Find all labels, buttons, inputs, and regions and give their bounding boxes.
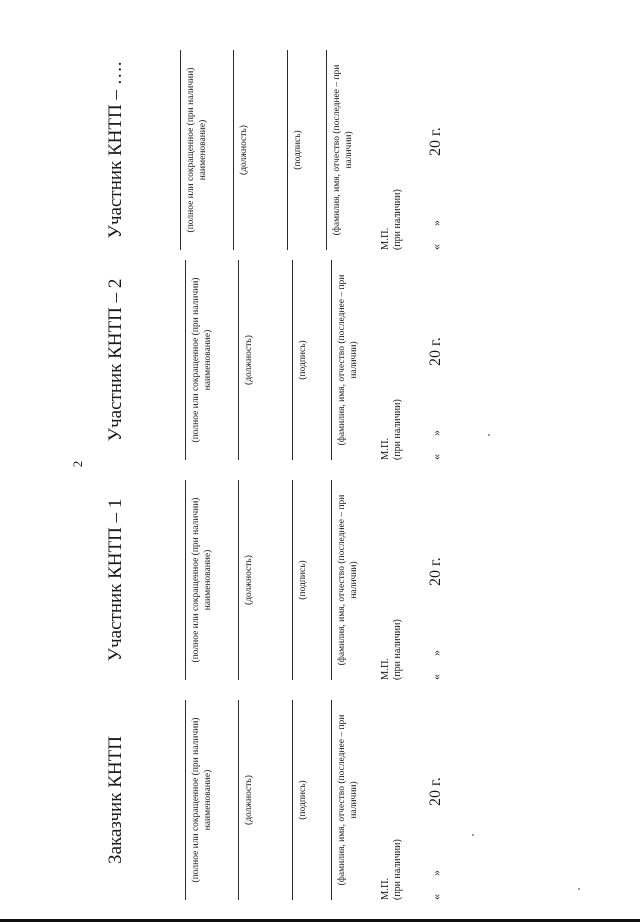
block-title: Участник КНТП – ….: [105, 61, 126, 239]
org-name-caption: (полное или сокращенное (при наличии) наименование): [191, 277, 213, 443]
position-caption: (должность): [244, 775, 254, 825]
date-close-quote: »: [429, 430, 443, 436]
stamp-place: [380, 480, 404, 680]
date-open-quote: «: [429, 454, 443, 460]
full-name-field: [331, 260, 360, 460]
date-close-quote: »: [429, 650, 443, 656]
date-open-quote: «: [429, 244, 443, 250]
signature-field: [287, 50, 304, 250]
block-title: Участник КНТП – 2: [105, 278, 126, 442]
position-caption: (должность): [239, 125, 249, 175]
signature-caption: (подпись): [298, 340, 308, 380]
page-number: 2: [70, 460, 85, 468]
stamp-place: [380, 260, 404, 460]
org-name-field: [185, 700, 214, 900]
date-open-quote: «: [429, 894, 443, 900]
signature-field: [292, 260, 309, 460]
org-name-field: [180, 50, 209, 250]
full-name-field: [326, 50, 355, 250]
stamp-place: [380, 50, 404, 250]
stamp-label: М.П.: [380, 437, 391, 460]
position-field: [238, 700, 255, 900]
org-name-caption: (полное или сокращенное (при наличии) наименование): [186, 67, 208, 233]
block-title: Участник КНТП – 1: [105, 498, 126, 662]
signature-block-participant-n: [30, 50, 470, 250]
position-caption: (должность): [244, 335, 254, 385]
signature-field: [292, 700, 309, 900]
org-name-caption: (полное или сокращенное (при наличии) наименование): [191, 497, 213, 663]
full-name-caption: (фамилия, имя, отчество (последнее – при наличии): [332, 64, 354, 236]
signature-caption: (подпись): [298, 780, 308, 820]
date-line: [428, 50, 444, 250]
full-name-caption: (фамилия, имя, отчество (последнее – при наличии): [337, 714, 359, 886]
stamp-note: (при наличии): [392, 839, 403, 900]
stamp-label: М.П.: [380, 657, 391, 680]
signature-sheet: [30, 50, 470, 900]
position-field: [238, 260, 255, 460]
stamp-note: (при наличии): [392, 399, 403, 460]
date-year: 20 г.: [427, 557, 444, 586]
scan-speck: [578, 888, 580, 890]
signature-block-participant-1: [30, 480, 470, 680]
stamp-note: (при наличии): [392, 189, 403, 250]
signature-caption: (подпись): [293, 130, 303, 170]
date-year: 20 г.: [427, 777, 444, 806]
position-field: [238, 480, 255, 680]
full-name-caption: (фамилия, имя, отчество (последнее – при наличии): [337, 274, 359, 446]
signature-block-customer: [30, 700, 470, 900]
date-close-quote: »: [429, 220, 443, 226]
signature-caption: (подпись): [298, 560, 308, 600]
org-name-field: [185, 480, 214, 680]
signature-field: [292, 480, 309, 680]
position-caption: (должность): [244, 555, 254, 605]
date-year: 20 г.: [427, 337, 444, 366]
block-title: Заказчик КНТП: [105, 736, 126, 864]
date-line: [428, 480, 444, 680]
scan-speck: [488, 434, 490, 436]
org-name-field: [185, 260, 214, 460]
full-name-field: [331, 480, 360, 680]
date-year: 20 г.: [427, 127, 444, 156]
date-line: [428, 700, 444, 900]
signature-block-participant-2: [30, 260, 470, 460]
full-name-caption: (фамилия, имя, отчество (последнее – при наличии): [337, 494, 359, 666]
date-line: [428, 260, 444, 460]
date-close-quote: »: [429, 870, 443, 876]
full-name-field: [331, 700, 360, 900]
org-name-caption: (полное или сокращенное (при наличии) наименование): [191, 717, 213, 883]
date-open-quote: «: [429, 674, 443, 680]
stamp-label: М.П.: [380, 227, 391, 250]
stamp-place: [380, 700, 404, 900]
position-field: [233, 50, 250, 250]
stamp-note: (при наличии): [392, 619, 403, 680]
scan-speck: [472, 834, 474, 836]
stamp-label: М.П.: [380, 877, 391, 900]
